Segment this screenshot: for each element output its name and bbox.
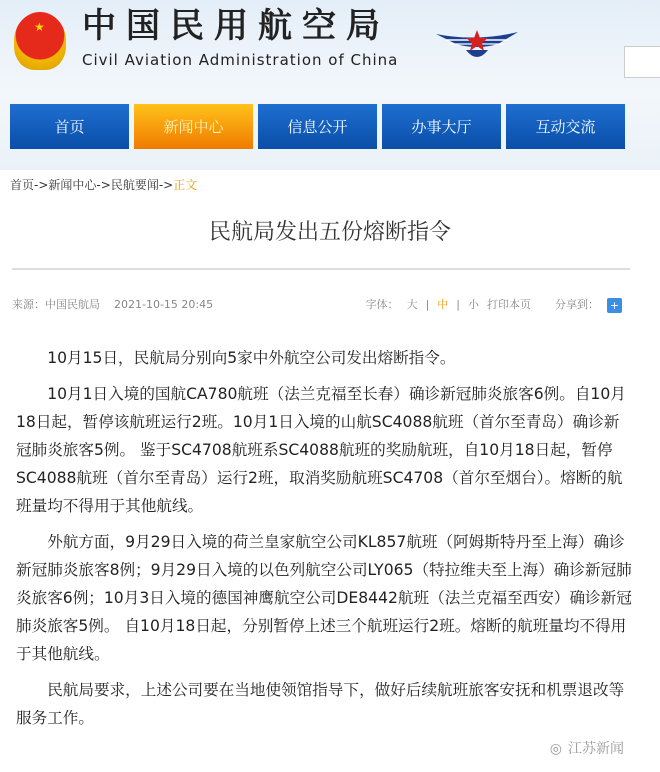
separator: |: [456, 298, 460, 311]
watermark-text: 江苏新闻: [568, 741, 624, 757]
paragraph: 10月15日，民航局分别向5家中外航空公司发出熔断指令。: [47, 349, 456, 367]
watermark: [16, 740, 634, 758]
font-small-button[interactable]: 小: [468, 298, 479, 311]
paragraph: 10月1日入境的国航CA780航班（法兰克福至长春）确诊新冠肺炎旅客6例。自10月18日起，暂停该航班运行2班。10月1日入境的山航SC4088航班（首尔至青岛）确诊新冠肺炎旅客5例。 鉴于SC4708航班系SC4088航班的奖励航班，自10月18日起，暂停SC4088航班（首尔至青岛）运行2班，取消奖励航班SC4708（首尔至烟台）。熔断的航班量均不得用于其他航线。: [16, 385, 626, 515]
national-emblem-icon: ★: [14, 12, 66, 70]
nav-news-center[interactable]: 新闻中心: [134, 104, 253, 149]
font-size-label: 字体：: [365, 298, 399, 311]
divider: [12, 268, 630, 270]
article-source: 来源：中国民航局: [12, 298, 100, 311]
nav-interaction[interactable]: 互动交流: [506, 104, 625, 149]
share-plus-icon[interactable]: +: [607, 298, 622, 313]
article-meta: [12, 297, 622, 313]
breadcrumb-home[interactable]: 首页: [10, 178, 35, 192]
print-button[interactable]: 打印本页: [487, 298, 531, 311]
site-title-cn: 中国民用航空局: [82, 6, 390, 46]
breadcrumb-sep: ->: [158, 178, 174, 192]
article-date: 2021-10-15 20:45: [114, 298, 214, 311]
breadcrumb-current: 正文: [173, 178, 198, 192]
nav-info-public[interactable]: 信息公开: [258, 104, 377, 149]
breadcrumb-sep: ->: [96, 178, 111, 192]
article-title: 民航局发出五份熔断指令: [208, 220, 451, 245]
article-body: [16, 344, 634, 758]
font-medium-button[interactable]: 中: [437, 298, 449, 311]
font-large-button[interactable]: 大: [406, 298, 418, 311]
site-header: [0, 0, 660, 170]
nav-home[interactable]: 首页: [10, 104, 129, 149]
caac-wings-logo-icon: [436, 28, 518, 64]
breadcrumb-sep: ->: [34, 178, 49, 192]
wechat-icon: ◎: [549, 741, 562, 757]
paragraph: 民航局要求，上述公司要在当地使领馆指导下，做好后续航班旅客安抚和机票退改等服务工作。: [16, 681, 625, 727]
nav-service-hall[interactable]: 办事大厅: [382, 104, 501, 149]
main-nav: [10, 104, 625, 149]
share-label: 分享到：: [555, 298, 599, 311]
separator: |: [425, 298, 430, 311]
breadcrumb-news[interactable]: 新闻中心: [48, 178, 97, 192]
search-input[interactable]: [624, 46, 660, 78]
paragraph: 外航方面，9月29日入境的荷兰皇家航空公司KL857航班（阿姆斯特丹至上海）确诊新冠肺炎旅客8例；9月29日入境的以色列航空公司LY065（特拉维夫至上海）确诊新冠肺炎旅客6例；10月3日入境的德国神鹰航空公司DE8442航班（法兰克福至西安）确诊新冠肺炎旅客5例。 自10月18日起，分别暂停上述三个航班运行2班。熔断的航班量均不得用于其他航线。: [16, 533, 632, 663]
site-title-en: Civil Aviation Administration of China: [82, 51, 399, 69]
breadcrumb: [10, 177, 197, 193]
breadcrumb-aviation-news[interactable]: 民航要闻: [110, 178, 159, 192]
